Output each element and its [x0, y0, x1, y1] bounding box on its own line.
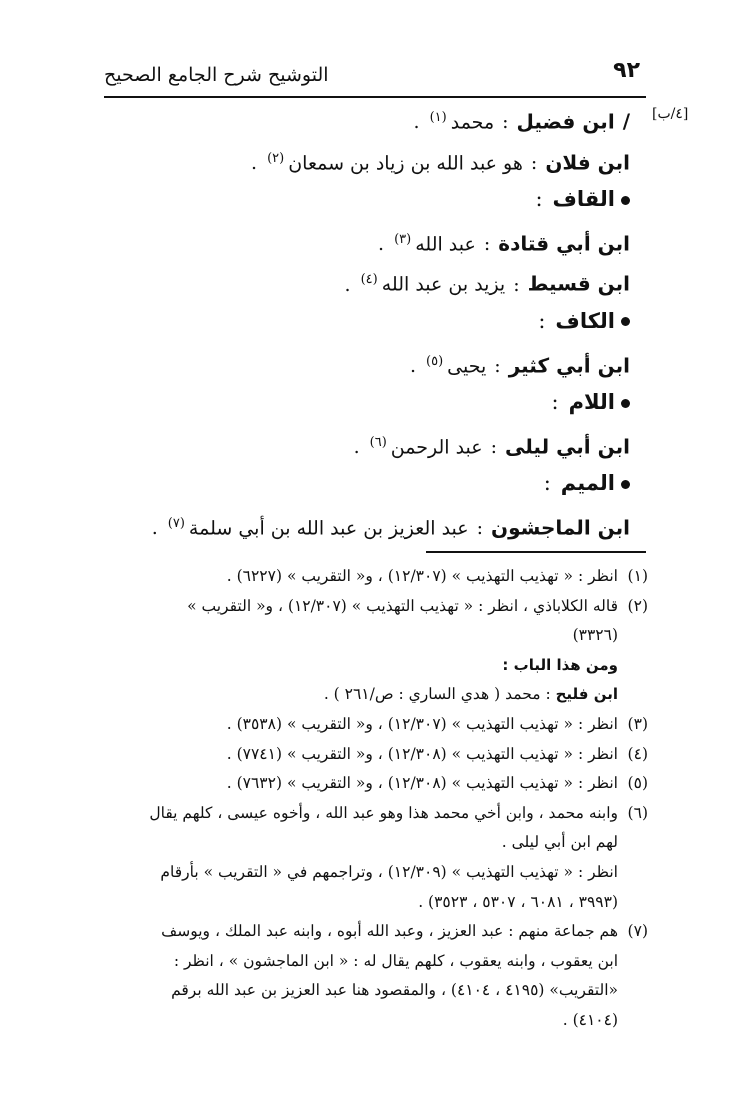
entry-value: عبد الرحمن	[390, 436, 483, 459]
subentry-name: ابن فليح	[555, 685, 618, 704]
footnote-line: (٣٣٢٦)	[572, 626, 618, 645]
full-stop: .	[151, 517, 158, 540]
entry-value: يزيد بن عبد الله	[381, 273, 506, 296]
name-entry	[90, 98, 630, 139]
entry-name: ابن فلان	[545, 149, 630, 174]
footnote-line: قاله الكلاباذي ، انظر : « تهذيب التهذيب » (١٢/٣٠٧) ، و« التقريب »	[187, 596, 618, 615]
name-entry	[90, 139, 630, 180]
colon: :	[551, 390, 559, 415]
entry-name: ابن أبي ليلى	[505, 434, 630, 459]
entry-value: عبد العزيز بن عبد الله بن أبي سلمة	[188, 517, 469, 540]
footnote-line: (٣٩٩٣ ، ٦٠٨١ ، ٥٣٠٧ ، ٣٥٢٣) .	[418, 892, 618, 911]
footnote-number: (٤)	[627, 744, 648, 763]
letter-label: اللام	[568, 390, 615, 415]
name-entry	[90, 423, 630, 464]
entry-value: عبد الله	[415, 233, 476, 256]
folio-slash: /	[622, 109, 630, 134]
full-stop: .	[353, 436, 360, 459]
colon: :	[476, 517, 484, 540]
page-header	[104, 58, 646, 98]
footnote-ref: (٤)	[360, 272, 378, 288]
colon: :	[530, 151, 538, 174]
colon: :	[535, 187, 543, 212]
name-entry	[90, 220, 630, 261]
entry-name: ابن أبي كثير	[508, 352, 630, 377]
entry-name: ابن قسيط	[527, 271, 630, 296]
footnote-ref: (٥)	[426, 353, 444, 369]
footnote-number: (٣)	[627, 714, 648, 733]
footnote-number: (٢)	[627, 596, 648, 615]
footnote-ref: (٧)	[167, 515, 185, 531]
name-entry	[90, 260, 630, 301]
entry-name: ابن فضيل	[516, 109, 615, 134]
entry-value: محمد	[450, 111, 495, 134]
colon: :	[513, 273, 520, 296]
subentry-text: : محمد ( هدي الساري : ص/٢٦١ ) .	[323, 685, 551, 704]
page-number: ٩٢	[613, 58, 640, 83]
footnote	[96, 562, 648, 592]
letter-heading	[90, 301, 630, 342]
footnote-ref: (٦)	[369, 434, 387, 450]
margin-folio-note: [٤/ب]	[652, 106, 689, 122]
footnote-line: هم جماعة منهم : عبد العزيز ، وعبد الله أبوه ، وابنه عبد الملك ، ويوسف	[161, 922, 618, 941]
footnote-line: ابن يعقوب ، وابنه يعقوب ، كلهم يقال له : « ابن الماجشون » ، انظر :	[173, 951, 618, 970]
footnote	[96, 592, 648, 710]
colon: :	[538, 308, 546, 333]
full-stop: .	[378, 233, 385, 256]
entry-value: هو عبد الله بن زياد بن سمعان	[288, 151, 523, 174]
entry-value: يحيى	[447, 354, 487, 377]
footnote-line: وابنه محمد ، وابن أخي محمد هذا وهو عبد الله ، وأخوه عيسى ، كلهم يقال	[149, 803, 618, 822]
footnote	[96, 799, 648, 917]
footnote	[96, 769, 648, 799]
footnote-ref: (٢)	[267, 150, 285, 166]
name-entry	[90, 504, 630, 545]
footnote	[96, 710, 648, 740]
footnote	[96, 917, 648, 1035]
footnote-subentry	[96, 680, 618, 710]
full-stop: .	[251, 151, 258, 174]
letter-heading	[90, 382, 630, 423]
footnote-number: (٦)	[627, 803, 648, 822]
colon: :	[502, 111, 509, 134]
letter-heading	[90, 179, 630, 220]
footnote-ref: (١)	[429, 110, 447, 125]
colon: :	[490, 436, 498, 459]
footnote-line: انظر : « تهذيب التهذيب » (١٢/٣٠٨) ، و« التقريب » (٧٦٣٢) .	[226, 774, 618, 793]
entry-name: ابن أبي قتادة	[498, 231, 630, 256]
full-stop: .	[413, 111, 420, 134]
name-list	[90, 98, 630, 545]
letter-label: الكاف	[555, 308, 615, 333]
footnote-line: انظر : « تهذيب التهذيب » (١٢/٣٠٩) ، وتراجمهم في « التقريب » بأرقام	[160, 862, 618, 881]
entry-name: ابن الماجشون	[491, 515, 630, 540]
footnote-subheading: ومن هذا الباب :	[502, 655, 618, 674]
footnote-line: انظر : « تهذيب التهذيب » (١٢/٣٠٧) ، و« التقريب » (٦٢٢٧) .	[226, 567, 618, 585]
footnote-number: (٧)	[627, 922, 648, 941]
footnote-separator	[426, 551, 646, 553]
footnote-ref: (٣)	[394, 231, 412, 247]
letter-heading	[90, 463, 630, 504]
footnote-number: (١)	[627, 567, 648, 585]
colon: :	[483, 233, 491, 256]
letter-label: الميم	[560, 471, 615, 496]
footnote	[96, 740, 648, 770]
colon: :	[543, 471, 551, 496]
footnote-line: (٤١٠٤) .	[562, 1010, 618, 1029]
bullet-icon	[621, 196, 630, 205]
full-stop: .	[344, 273, 351, 296]
footnote-line: لهم ابن أبي ليلى .	[501, 833, 618, 852]
colon: :	[494, 354, 501, 377]
full-stop: .	[409, 354, 417, 377]
running-title: التوشيح شرح الجامع الصحيح	[104, 64, 329, 86]
bullet-icon	[621, 399, 630, 408]
name-entry	[90, 342, 630, 383]
bullet-icon	[621, 317, 630, 326]
footnote-number: (٥)	[627, 774, 648, 793]
footnotes	[96, 562, 648, 1036]
letter-label: القاف	[552, 187, 615, 212]
footnote-line: انظر : « تهذيب التهذيب » (١٢/٣٠٨) ، و« التقريب » (٧٧٤١) .	[226, 744, 618, 763]
footnote-line: انظر : « تهذيب التهذيب » (١٢/٣٠٧) ، و« التقريب » (٣٥٣٨) .	[226, 714, 618, 733]
footnote-line: «التقريب» (٤١٩٥ ، ٤١٠٤) ، والمقصود هنا عبد العزيز بن عبد الله برقم	[171, 981, 618, 1000]
bullet-icon	[621, 480, 630, 489]
